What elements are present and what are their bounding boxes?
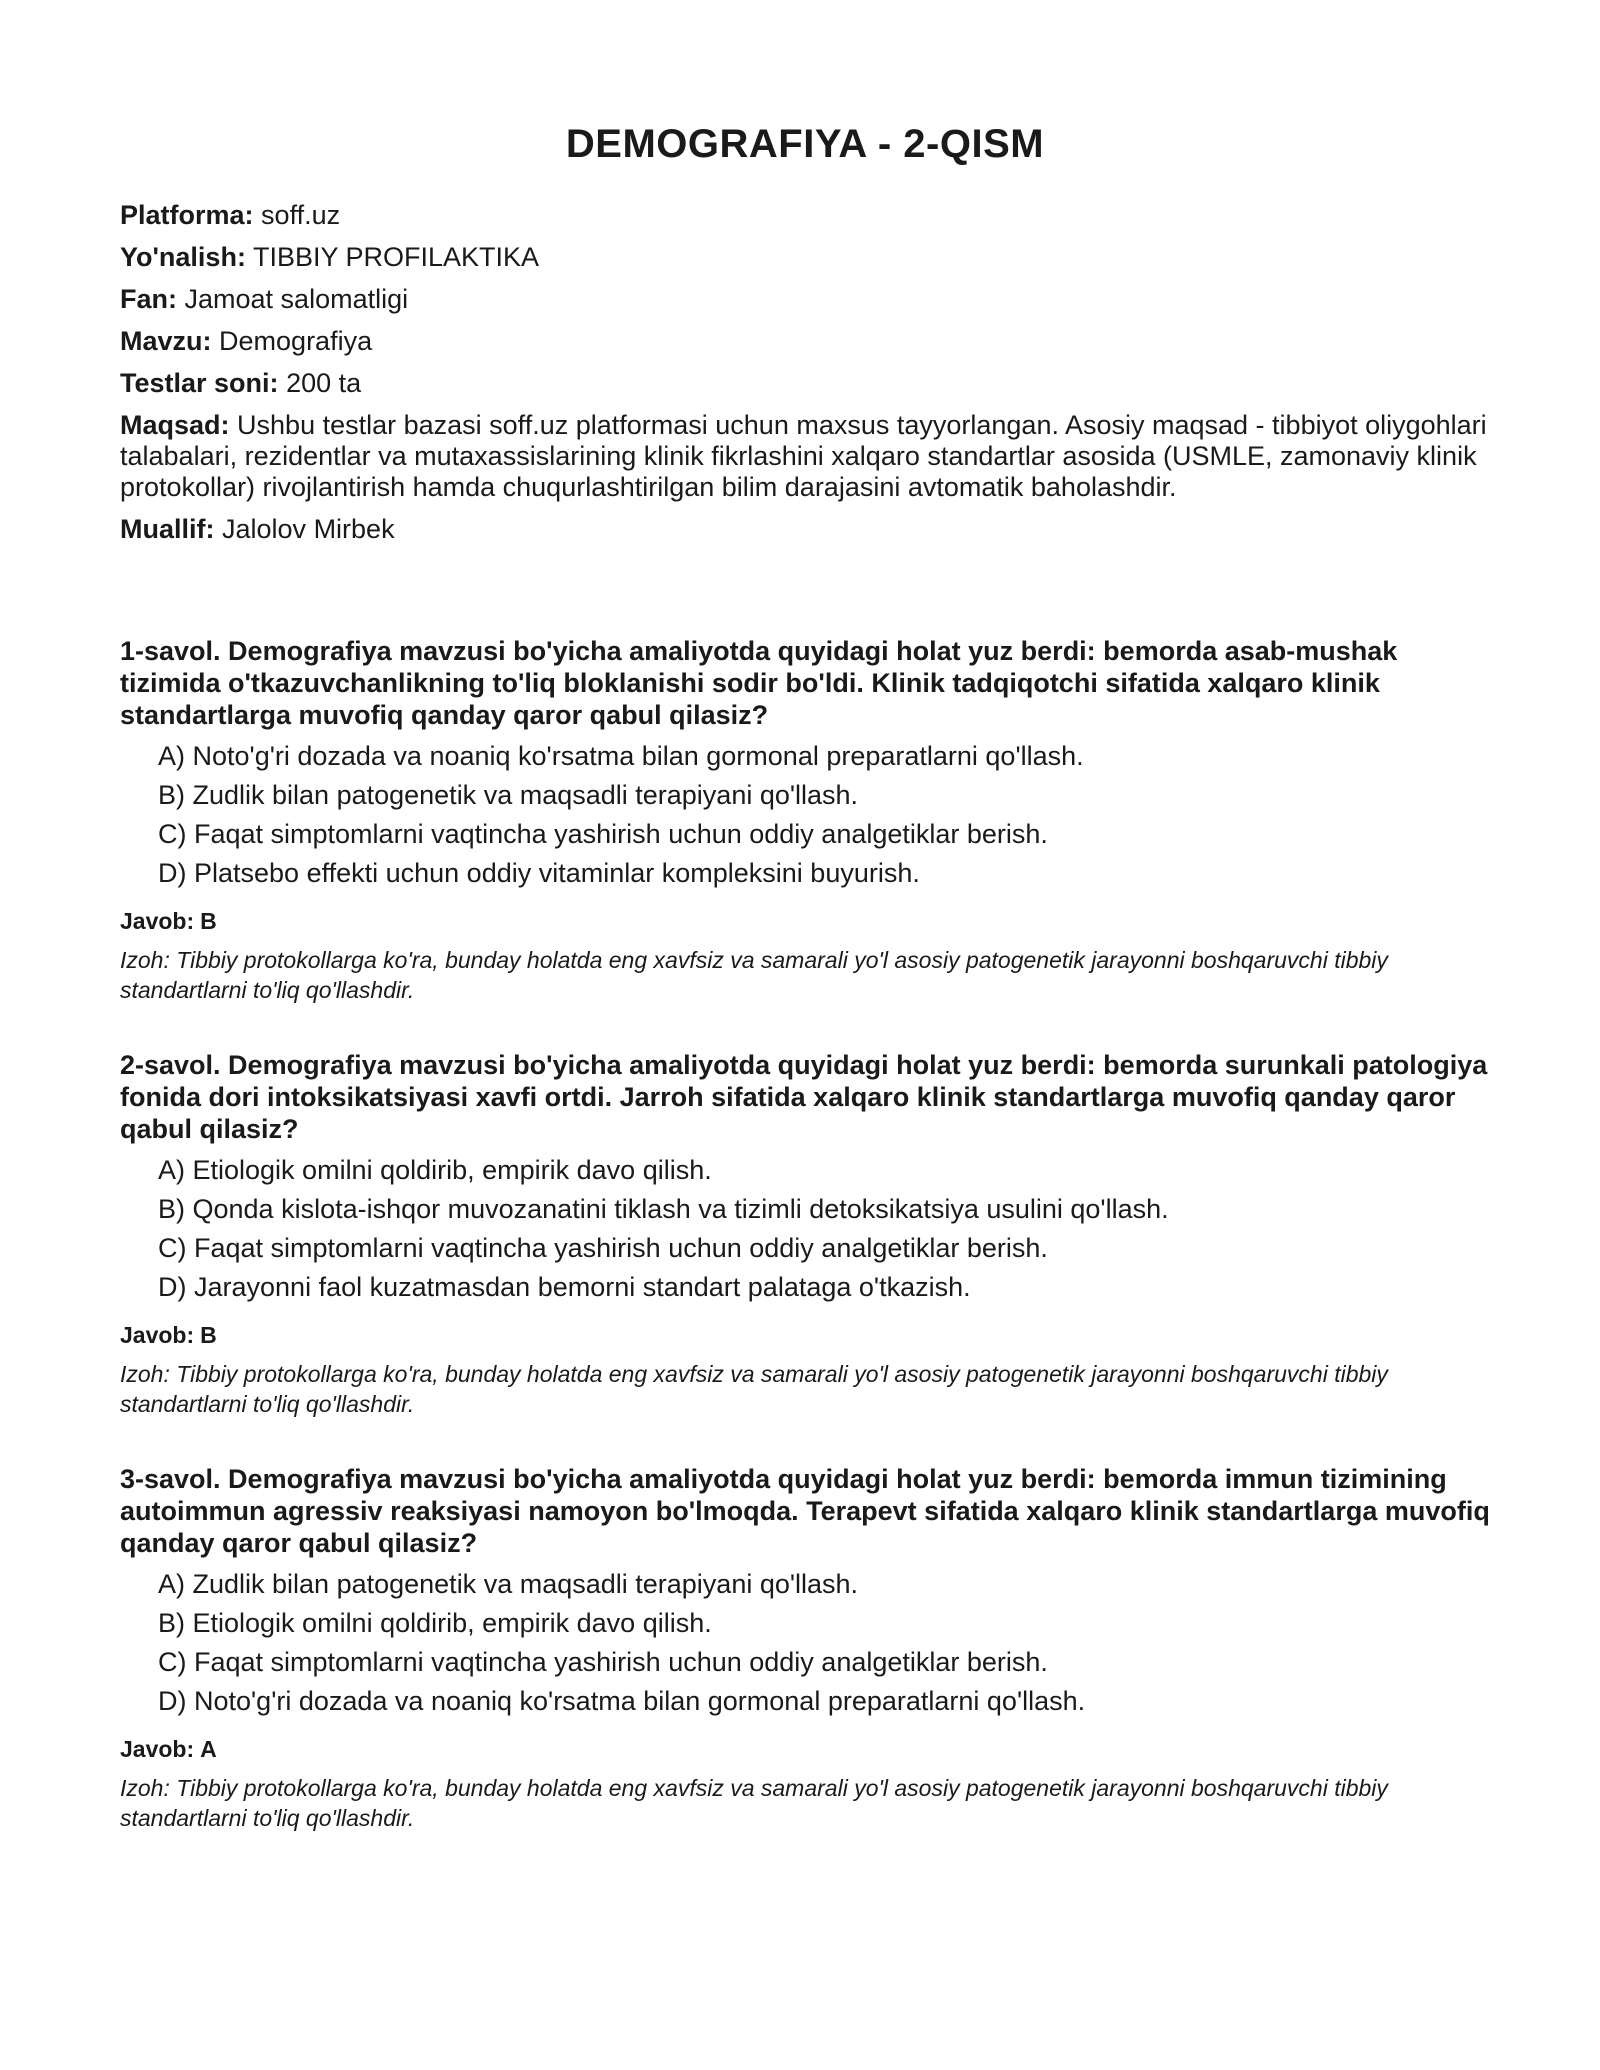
- answer-line: [120, 1321, 1490, 1349]
- option-c: C) Faqat simptomlarni vaqtincha yashirish uchun oddiy analgetiklar berish.: [158, 1233, 1048, 1263]
- answer-value: B: [200, 908, 217, 934]
- option-a: A) Etiologik omilni qoldirib, empirik davo qilish.: [158, 1155, 712, 1185]
- meta-label: Platforma:: [120, 200, 254, 230]
- answer-value: B: [200, 1322, 217, 1348]
- document-title: DEMOGRAFIYA - 2-QISM: [565, 122, 1045, 166]
- option-d: D) Jarayonni faol kuzatmasdan bemorni standart palataga o'tkazish.: [158, 1272, 971, 1302]
- meta-value: Demografiya: [219, 326, 373, 356]
- option-c: C) Faqat simptomlarni vaqtincha yashirish uchun oddiy analgetiklar berish.: [158, 819, 1048, 849]
- meta-value: soff.uz: [261, 200, 341, 230]
- meta-label: Muallif:: [120, 514, 215, 544]
- questions-list: [120, 635, 1490, 1833]
- option-a: A) Noto'g'ri dozada va noaniq ko'rsatma bilan gormonal preparatlarni qo'llash.: [158, 741, 1084, 771]
- answer-line: [120, 1735, 1490, 1763]
- question-item: [120, 1463, 1490, 1833]
- meta-subject: [120, 284, 1490, 315]
- meta-label: Fan:: [120, 284, 177, 314]
- option-b: B) Zudlik bilan patogenetik va maqsadli terapiyani qo'llash.: [158, 780, 859, 810]
- meta-purpose: [120, 410, 1490, 503]
- option-b: B) Qonda kislota-ishqor muvozanatini tiklash va tizimli detoksikatsiya usulini qo'llash.: [158, 1194, 1169, 1224]
- question-text: 2-savol. Demografiya mavzusi bo'yicha amaliyotda quyidagi holat yuz berdi: bemorda surunkali patologiya fonida dori intoksikatsiyasi xavfi ortdi. Jarroh sifatida xalqaro klinik standartlarga muvofiq qanday qaror qabul qilasiz?: [120, 1050, 1488, 1144]
- meta-label: Mavzu:: [120, 326, 212, 356]
- answer-line: [120, 907, 1490, 935]
- meta-label: Yo'nalish:: [120, 242, 246, 272]
- meta-author: [120, 514, 1490, 545]
- explanation-note: Izoh: Tibbiy protokollarga ko'ra, bunday holatda eng xavfsiz va samarali yo'l asosiy patogenetik jarayonni boshqaruvchi tibbiy standartlarni to'liq qo'llashdir.: [120, 1361, 1388, 1417]
- meta-value: Ushbu testlar bazasi soff.uz platformasi uchun maxsus tayyorlangan. Asosiy maqsad - tibbiyot oliygohlari talabalari, rezidentlar va mutaxassislarining klinik fikrlashini xalqaro standartlar asosida (USMLE, zamonaviy klinik protokollar) rivojlantirish hamda chuqurlashtirilgan bilim darajasini avtomatik baholashdir.: [120, 410, 1487, 502]
- answer-options: [158, 741, 1490, 889]
- meta-value: TIBBIY PROFILAKTIKA: [252, 242, 540, 272]
- meta-value: 200 ta: [286, 368, 362, 398]
- meta-test-count: [120, 368, 1490, 399]
- meta-value: Jalolov Mirbek: [222, 514, 395, 544]
- meta-label: Maqsad:: [120, 410, 230, 440]
- meta-direction: [120, 242, 1490, 273]
- answer-label: Javob:: [120, 908, 195, 934]
- option-b: B) Etiologik omilni qoldirib, empirik davo qilish.: [158, 1608, 712, 1638]
- explanation-note: Izoh: Tibbiy protokollarga ko'ra, bunday holatda eng xavfsiz va samarali yo'l asosiy patogenetik jarayonni boshqaruvchi tibbiy standartlarni to'liq qo'llashdir.: [120, 947, 1388, 1003]
- meta-value: Jamoat salomatligi: [184, 284, 409, 314]
- option-a: A) Zudlik bilan patogenetik va maqsadli terapiyani qo'llash.: [158, 1569, 859, 1599]
- question-item: [120, 1049, 1490, 1419]
- option-c: C) Faqat simptomlarni vaqtincha yashirish uchun oddiy analgetiklar berish.: [158, 1647, 1048, 1677]
- answer-label: Javob:: [120, 1322, 195, 1348]
- explanation-note: Izoh: Tibbiy protokollarga ko'ra, bunday holatda eng xavfsiz va samarali yo'l asosiy patogenetik jarayonni boshqaruvchi tibbiy standartlarni to'liq qo'llashdir.: [120, 1775, 1388, 1831]
- meta-topic: [120, 326, 1490, 357]
- option-d: D) Platsebo effekti uchun oddiy vitaminlar kompleksini buyurish.: [158, 858, 920, 888]
- meta-platform: [120, 200, 1490, 231]
- meta-label: Testlar soni:: [120, 368, 279, 398]
- answer-value: A: [200, 1736, 217, 1762]
- metadata-block: [120, 200, 1490, 545]
- document-page: [120, 120, 1490, 1877]
- question-text: 3-savol. Demografiya mavzusi bo'yicha amaliyotda quyidagi holat yuz berdi: bemorda immun tizimining autoimmun agressiv reaksiyasi namoyon bo'lmoqda. Terapevt sifatida xalqaro klinik standartlarga muvofiq qanday qaror qabul qilasiz?: [120, 1464, 1490, 1558]
- question-text: 1-savol. Demografiya mavzusi bo'yicha amaliyotda quyidagi holat yuz berdi: bemorda asab-mushak tizimida o'tkazuvchanlikning to'liq bloklanishi sodir bo'ldi. Klinik tadqiqotchi sifatida xalqaro klinik standartlarga muvofiq qanday qaror qabul qilasiz?: [120, 636, 1398, 730]
- answer-label: Javob:: [120, 1736, 195, 1762]
- question-item: [120, 635, 1490, 1005]
- answer-options: [158, 1569, 1490, 1717]
- answer-options: [158, 1155, 1490, 1303]
- option-d: D) Noto'g'ri dozada va noaniq ko'rsatma bilan gormonal preparatlarni qo'llash.: [158, 1686, 1086, 1716]
